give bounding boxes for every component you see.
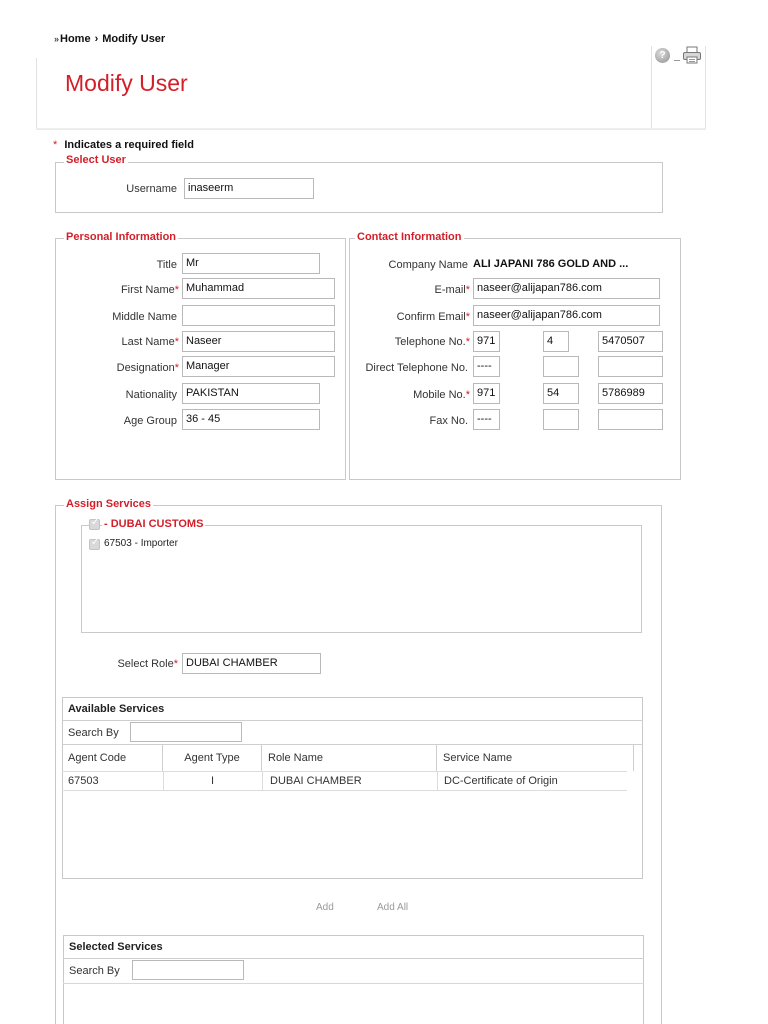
importer-service-label: 67503 - Importer <box>104 538 178 549</box>
header-divider <box>651 46 652 130</box>
page-title: Modify User <box>65 70 188 96</box>
fax-label: Fax No. <box>429 415 468 427</box>
nationality-label: Nationality <box>125 389 177 401</box>
direct-telephone-label: Direct Telephone No. <box>365 362 468 374</box>
title-field[interactable]: Mr <box>182 253 320 274</box>
telephone-label <box>355 336 470 348</box>
fax-number[interactable] <box>598 409 663 430</box>
column-header-agent-code[interactable]: Agent Code <box>62 745 163 771</box>
confirm-email-label <box>355 311 470 323</box>
last-name-label <box>60 336 179 348</box>
available-search-label: Search By <box>68 727 119 739</box>
breadcrumb-home-link[interactable]: Home <box>60 33 91 45</box>
column-header-role-name[interactable]: Role Name <box>262 745 437 771</box>
required-marker: * <box>174 284 179 296</box>
selected-services-title: Selected Services <box>69 941 163 953</box>
selected-search-input[interactable] <box>132 960 244 980</box>
selected-services-header-divider <box>63 958 644 959</box>
email-field[interactable]: naseer@alijapan786.com <box>473 278 660 299</box>
add-button[interactable]: Add <box>316 902 334 913</box>
designation-field[interactable]: Manager <box>182 356 335 377</box>
mobile-label <box>355 389 470 401</box>
header-divider <box>705 46 706 130</box>
personal-information-legend: Personal Information <box>66 231 177 243</box>
mobile-country-code[interactable]: 971 <box>473 383 500 404</box>
username-field[interactable]: inaseerm <box>184 178 314 199</box>
first-name-field[interactable]: Muhammad <box>182 278 335 299</box>
agent-code-cell: 67503 <box>68 775 99 787</box>
assign-services-legend: Assign Services <box>66 498 151 510</box>
telephone-area-code[interactable]: 4 <box>543 331 569 352</box>
available-services-table-header <box>62 745 634 771</box>
age-group-field[interactable]: 36 - 45 <box>182 409 320 430</box>
required-marker: * <box>465 389 470 401</box>
first-name-label-text: First Name <box>120 284 175 296</box>
company-name-value: ALI JAPANI 786 GOLD AND ... <box>473 258 629 270</box>
cell-divider <box>437 772 438 791</box>
email-label <box>355 284 470 296</box>
first-name-label <box>60 284 179 296</box>
fax-area-code[interactable] <box>543 409 579 430</box>
cell-divider <box>262 772 263 791</box>
print-icon[interactable] <box>682 46 702 64</box>
telephone-number[interactable]: 5470507 <box>598 331 663 352</box>
breadcrumb-current: Modify User <box>102 33 166 45</box>
available-services-title: Available Services <box>68 703 165 715</box>
importer-checkbox[interactable] <box>89 539 100 550</box>
agent-type-cell: I <box>210 775 215 787</box>
direct-telephone-country-code[interactable]: ---- <box>473 356 500 377</box>
required-marker: * <box>465 311 470 323</box>
required-field-note <box>53 139 194 151</box>
select-role-field[interactable]: DUBAI CHAMBER <box>182 653 321 674</box>
breadcrumb <box>54 33 165 45</box>
required-note-text: Indicates a required field <box>64 139 194 151</box>
column-header-agent-type[interactable]: Agent Type <box>163 745 262 771</box>
last-name-label-text: Last Name <box>121 336 175 348</box>
header-divider <box>36 58 37 130</box>
mobile-area-code[interactable]: 54 <box>543 383 579 404</box>
email-label-text: E-mail <box>434 284 466 296</box>
toolbar-divider <box>674 60 680 61</box>
select-role-label <box>90 658 178 670</box>
fax-country-code[interactable]: ---- <box>473 409 500 430</box>
mobile-number[interactable]: 5786989 <box>598 383 663 404</box>
dubai-customs-checkbox[interactable] <box>89 519 100 530</box>
available-search-input[interactable] <box>130 722 242 742</box>
title-label: Title <box>156 259 177 271</box>
mobile-label-text: Mobile No. <box>413 389 466 401</box>
selected-grid-divider <box>63 983 644 984</box>
company-name-label: Company Name <box>388 259 468 271</box>
breadcrumb-arrow-icon: › <box>94 33 99 45</box>
telephone-country-code[interactable]: 971 <box>473 331 500 352</box>
dubai-customs-group-label: - DUBAI CUSTOMS <box>104 518 204 530</box>
help-icon[interactable]: ? <box>655 48 670 63</box>
designation-label <box>60 362 179 374</box>
middle-name-label: Middle Name <box>112 311 177 323</box>
available-services-header-divider <box>62 720 643 721</box>
required-marker: * <box>53 139 58 151</box>
service-name-cell: DC-Certificate of Origin <box>444 775 558 787</box>
role-name-cell: DUBAI CHAMBER <box>270 775 362 787</box>
username-label: Username <box>126 183 177 195</box>
add-all-button[interactable]: Add All <box>377 902 409 913</box>
select-user-legend: Select User <box>66 154 126 166</box>
column-header-service-name[interactable]: Service Name <box>437 745 634 771</box>
direct-telephone-number[interactable] <box>598 356 663 377</box>
select-role-label-text: Select Role <box>117 658 174 670</box>
contact-information-legend: Contact Information <box>357 231 462 243</box>
required-marker: * <box>465 336 470 348</box>
age-group-label: Age Group <box>123 415 177 427</box>
required-marker: * <box>174 362 179 374</box>
selected-search-label: Search By <box>69 965 120 977</box>
table-row[interactable] <box>62 771 627 791</box>
header-divider <box>36 128 706 130</box>
breadcrumb-separator-icon: » <box>54 34 60 44</box>
middle-name-field[interactable] <box>182 305 335 326</box>
required-marker: * <box>465 284 470 296</box>
last-name-field[interactable]: Naseer <box>182 331 335 352</box>
required-marker: * <box>173 658 178 670</box>
confirm-email-label-text: Confirm Email <box>396 311 466 323</box>
telephone-label-text: Telephone No. <box>394 336 466 348</box>
nationality-field[interactable]: PAKISTAN <box>182 383 320 404</box>
confirm-email-field[interactable]: naseer@alijapan786.com <box>473 305 660 326</box>
direct-telephone-area-code[interactable] <box>543 356 579 377</box>
required-marker: * <box>174 336 179 348</box>
designation-label-text: Designation <box>116 362 175 374</box>
